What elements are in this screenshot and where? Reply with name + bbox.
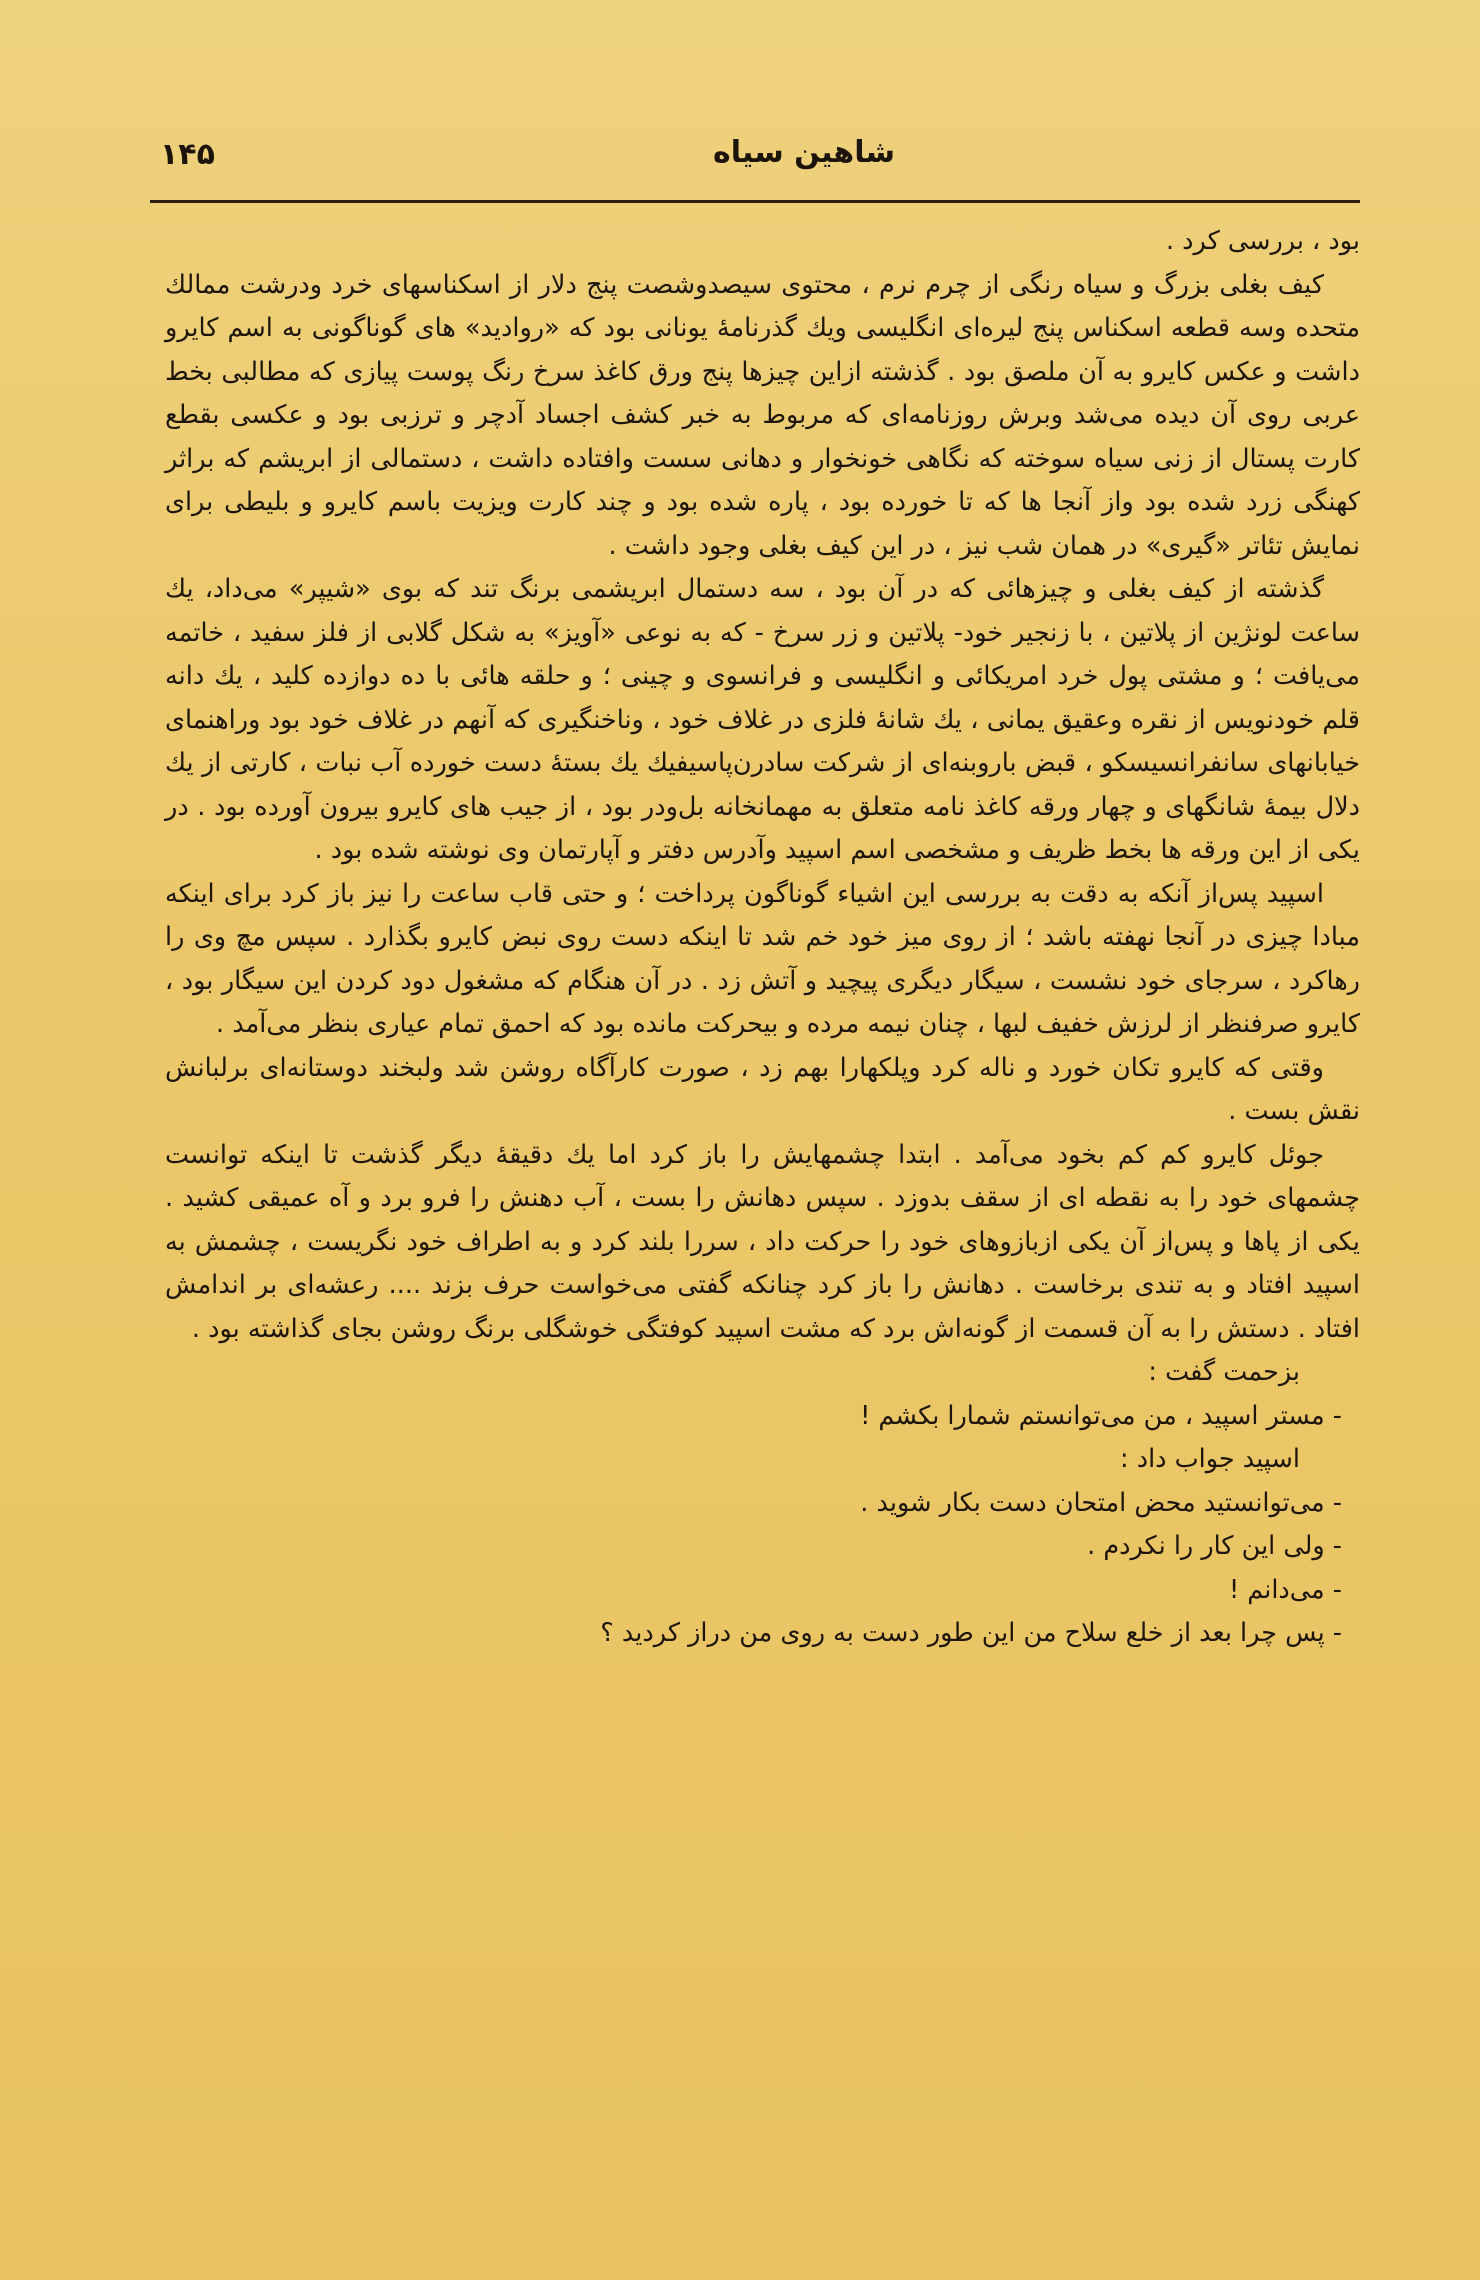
page-number: ۱۴۵	[160, 137, 215, 172]
dialogue-line: - پس چرا بعد از خلع سلاح من این طور دست به روی من دراز کردید ؟	[600, 1618, 1342, 1648]
dialogue-line: - می‌دانم !	[1228, 1574, 1342, 1605]
running-title: شاهین سیاه	[713, 135, 895, 170]
dialogue-intro: بزحمت گفت :	[1148, 1357, 1300, 1387]
page-header	[150, 135, 1360, 195]
dialogue-line: - مستر اسپید ، من می‌توانستم شمارا بکشم !	[860, 1400, 1342, 1431]
paragraph-cairo-moves: وقتی که کایرو تکان خورد و ناله کرد وپلکهارا بهم زد ، صورت کارآگاه روشن شد ولبخند دوستانه‌ای برلبانش نقش بست .	[165, 1052, 1360, 1126]
paragraph-wallet: کیف بغلی بزرگ و سیاه رنگی از چرم نرم ، محتوی سیصدوشصت پنج دلار از اسکناسهای خرد ودرشت ممالك متحده وسه قطعه اسکناس پنج لیره‌ای انگلیسی ویك گذرنامهٔ یونانی بود که «روادید» های گوناگونی به اسم کایرو داشت و عکس کایرو به آن ملصق بود . گذشته ازاین چیزها پنج ورق کاغذ سرخ رنگ پوست پیازی که مطالبی بخط عربی روی آن دیده می‌شد وبرش روزنامه‌ای که مربوط به خبر کشف اجساد آدچر و ترزبی بود و عکسی بقطع کارت پستال از زنی سیاه سوخته که نگاهی خونخوار و دهانی سست وافتاده داشت ، دستمالی از ابریشم که براثر کهنگی زرد شده بود واز آنجا ها که تا خورده بود ، پاره شده بود و چند کارت ویزیت باسم کایرو و بلیطی برای نمایش تئاتر «گیری» در همان شب نیز ، در این کیف بغلی وجود داشت .	[165, 269, 1360, 561]
body-text	[165, 220, 1360, 1656]
paragraph-cairo-wakes: جوئل کایرو کم کم بخود می‌آمد . ابتدا چشمهایش را باز کرد اما یك دقیقهٔ دیگر گذشت تا اینکه توانست چشمهای خود را به نقطه ای از سقف بدوزد . سپس دهانش را بست ، آب دهنش را فرو برد و آه عمیقی کشید . یکی از پاها و پس‌از آن یکی ازبازوهای خود را حرکت داد ، سررا بلند کرد و به اطراف خود نگریست ، چشمش به اسپید افتاد و به تندی برخاست . دهانش را باز کرد چنانکه گفتی می‌خواست حرف بزند .... رعشه‌ای بر اندامش افتاد . دستش را به آن قسمت از گونه‌اش برد که مشت اسپید کوفتگی خوشگلی برنگ روشن بجای گذاشته بود .	[165, 1139, 1360, 1344]
paragraph-continuation: بود ، بررسی کرد .	[1165, 226, 1360, 256]
paragraph-spade-examines: اسپید پس‌از آنکه به دقت به بررسی این اشیاء گوناگون پرداخت ؛ و حتی قاب ساعت را نیز باز کرد برای اینکه مبادا چیزی در آنجا نهفته باشد ؛ از روی میز خود خم شد تا اینکه دست روی نبض کایرو بگذارد . سپس مچ وی را رهاکرد ، سرجای خود نشست ، سیگار دیگری پیچید و آتش زد . در آن هنگام که مشغول دود کردن این سیگار بود ، کایرو صرفنظر از لرزش خفیف لبها ، چنان نیمه مرده و بیحرکت مانده بود که احمق تمام عیاری بنظر می‌آمد .	[165, 878, 1360, 1039]
dialogue-line: - می‌توانستید محض امتحان دست بکار شوید .	[860, 1487, 1342, 1518]
paragraph-items: گذشته از کیف بغلی و چیزهائی که در آن بود ، سه دستمال ابریشمی برنگ تند که بوی «شیپر» می‌داد، یك ساعت لونژین از پلاتین ، با زنجیر خود- پلاتین و زر سرخ - که به نوعی «آویز» به شکل گلابی از فلز سفید ، خاتمه می‌یافت ؛ و مشتی پول خرد امریکائی و انگلیسی و فرانسوی و چینی ؛ و حلقه هائی با ده دوازده کلید ، یك دانه قلم خودنویس از نقره وعقیق یمانی ، یك شانهٔ فلزی در غلاف خود ، وناخنگیری که آنهم در غلاف خود بود وراهنمای خیابانهای سانفرانسیسکو ، قبض باروبنه‌ای از شرکت سادرن‌پاسیفیك یك بستهٔ دست خورده آب نبات ، کارتی از یك دلال بیمهٔ شانگهای و چهار ورقه کاغذ نامه متعلق به مهمانخانه بل‌ودر بود ، از جیب های کایرو بیرون آورده بود . در یکی از این ورقه ها بخط ظریف و مشخصی اسم اسپید وآدرس دفتر و آپارتمان وی نوشته شده بود .	[165, 574, 1360, 865]
header-rule	[150, 200, 1360, 203]
dialogue-speaker: اسپید جواب داد :	[1120, 1444, 1300, 1474]
dialogue-line: - ولی این کار را نکردم .	[1087, 1531, 1342, 1561]
